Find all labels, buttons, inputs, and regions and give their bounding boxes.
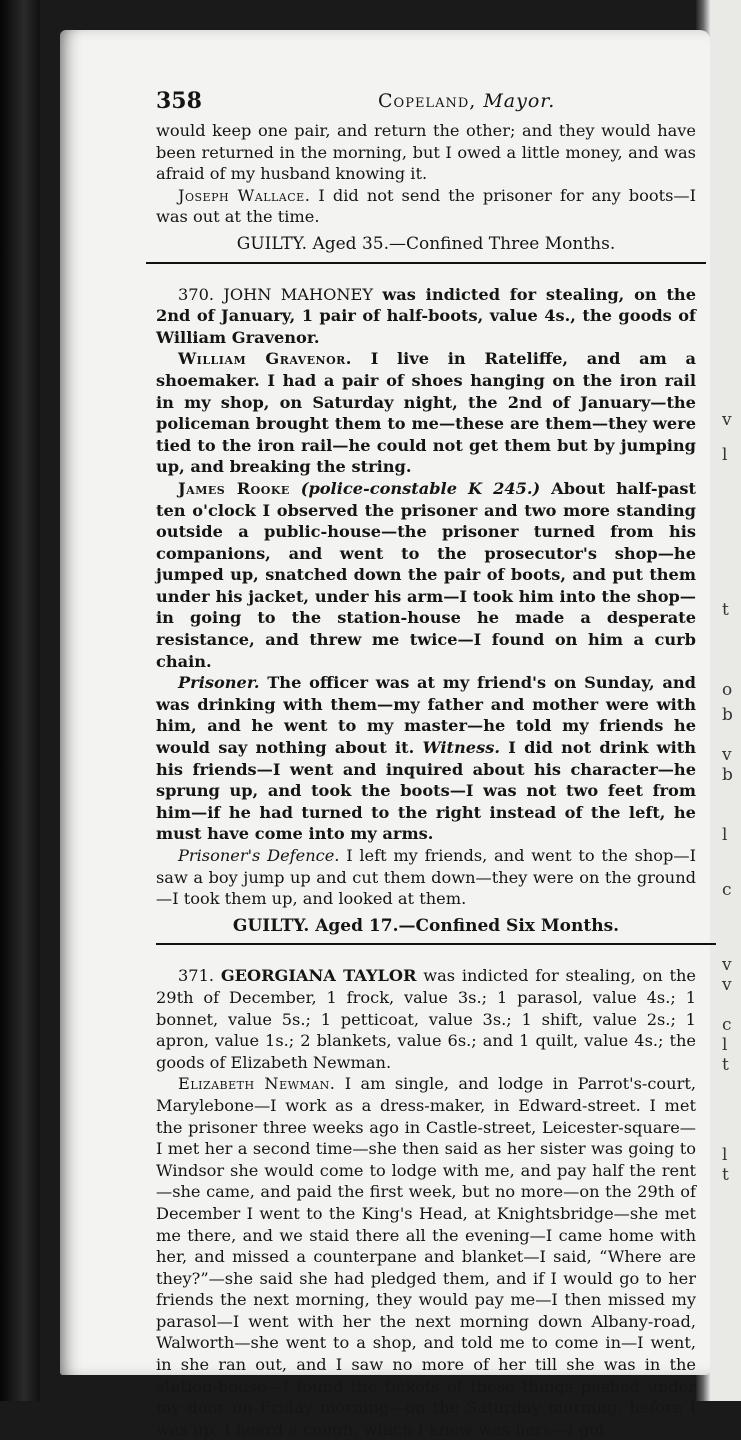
prisoner-label: Prisoner. xyxy=(178,673,260,693)
verdict-370: GUILTY. Aged 17.—Confined Six Months. xyxy=(232,915,620,936)
page-number: 358 xyxy=(156,88,202,114)
facing-page-char: l xyxy=(722,1145,728,1165)
testimony-text: About half-past ten o'clock I observed the prisoner and two more standing outside a public-house—the prisoner turned from his companions, and went to the prosecutor's shop—he jumped up, snatched down the pair of boots, and put them under his jacket, under his arm—I took him into the shop—in going to the station-house he made a desperate resistance, and threw me twice—I found on him a curb chain. xyxy=(156,478,697,671)
witness-name: William Gravenor. xyxy=(178,349,352,369)
facing-page-char: c xyxy=(722,880,732,900)
facing-page-char: v xyxy=(722,955,732,975)
case-371-indictment xyxy=(156,965,696,1073)
facing-page-char: b xyxy=(722,765,733,785)
defendant-name: GEORGIANA TAYLOR xyxy=(220,966,417,986)
testimony-gravenor xyxy=(156,348,696,478)
facing-page-char: o xyxy=(722,680,733,700)
indictment-text: was indicted for stealing, on the 29th of December, 1 frock, value 3s.; 1 parasol, value 4s.; 1 bonnet, value 5s.; 1 petticoat, value 3s.; 1 shift, value 2s.; 1 apron, value 1s.; 2 blankets, value 6s.; and 1 quilt, value 4s.; the goods of Elizabeth Newman. xyxy=(156,966,696,1072)
defence-text: I left my friends, and went to the shop—I saw a boy jump up and cut them down—they were on the ground—I took them up, and looked at them. xyxy=(156,846,696,909)
case-divider xyxy=(146,262,706,264)
page-content xyxy=(86,88,698,1440)
case-number: 370. xyxy=(178,284,215,304)
witness-name: Joseph Wallace. xyxy=(178,185,311,205)
witness-name: James Rooke xyxy=(178,478,290,498)
facing-page-char: t xyxy=(722,1165,729,1185)
testimony-rooke xyxy=(156,478,696,672)
facing-page-char: l xyxy=(722,825,728,845)
testimony-text: I did not send the prisoner for any boots—I was out at the time. xyxy=(156,185,696,227)
case-number: 371. xyxy=(178,966,215,986)
running-head-title: Mayor. xyxy=(483,90,556,112)
defendant-name: JOHN MAHONEY xyxy=(223,284,374,304)
witness-role: (police-constable K 245.) xyxy=(300,478,541,498)
witness-name: Elizabeth Newman. xyxy=(178,1074,336,1094)
continuation-paragraph: would keep one pair, and return the other; and they would have been returned in the morning, but I owed a little money, and was afraid of my husband knowing it. xyxy=(156,121,696,184)
facing-page-char: c xyxy=(722,1015,732,1035)
book-spine xyxy=(0,0,40,1401)
running-head xyxy=(378,90,555,112)
testimony-newman xyxy=(156,1073,696,1440)
witness-label: Witness. xyxy=(422,738,500,758)
prisoner-question xyxy=(156,672,696,845)
witness-text: I did not drink with his friends—I went and inquired about his character—he sprung up, and took the boots—I was not two feet from him—if he had turned to the right instead of the left, he must have come into my arms. xyxy=(156,738,697,844)
testimony-wallace xyxy=(156,185,696,228)
facing-page-char: v xyxy=(722,745,732,765)
case-370-indictment xyxy=(156,284,696,349)
prisoner-defence xyxy=(156,845,696,910)
facing-page-char: t xyxy=(722,600,729,620)
facing-page-char: v xyxy=(722,410,732,430)
facing-page-char: l xyxy=(722,1035,728,1055)
prisoner-text: The officer was at my friend's on Sunday, and was drinking with them—my father and mother were with him, and he went to my master—he told my friends he would say nothing about it. xyxy=(156,673,697,758)
text-column xyxy=(156,120,696,1440)
defence-label: Prisoner's Defence. xyxy=(178,846,340,865)
page-header xyxy=(86,88,698,116)
running-head-name: Copeland, xyxy=(378,90,477,112)
facing-page-char: l xyxy=(722,445,728,465)
facing-page-char: b xyxy=(722,705,733,725)
indictment-text: was indicted for stealing, on the 2nd of January, 1 pair of half-boots, value 4s., the goods of William Gravenor. xyxy=(156,284,696,347)
verdict-previous: GUILTY. Aged 35.—Confined Three Months. xyxy=(236,233,616,254)
testimony-text: I live in Rateliffe, and am a shoemaker. I had a pair of shoes hanging on the iron rail in my shop, on Saturday night, the 2nd of January—the policeman brought them to me—these are them—they were tied to the iron rail—he could not get them but by jumping up, and breaking the string. xyxy=(156,349,696,477)
facing-page-char: v xyxy=(722,975,732,995)
testimony-text: I am single, and lodge in Parrot's-court, Marylebone—I work as a dress-maker, in Edward-street. I met the prisoner three weeks ago in Castle-street, Leicester-square—I met her a second time—she then said as her sister was going to Windsor she would come to lodge with me, and pay half the rent—she came, and paid the first week, but no more—on the 29th of December I went to the King's Head, at Knightsbridge—she met me there, and we staid there all the evening—I came home with her, and missed a counterpane and blanket—I said, “Where are they?”—she said she had pledged them, and if I would go to her friends the next morning, they would pay me—I then missed my parasol—I went with her the next morning down Albany-road, Walworth—she went to a shop, and told me to come in—I went, in she ran out, and I saw no more of her till she was in the station-house—I found the tickets of these things pushed under my door on Friday morning—on the Saturday morning, before I was up, I heard a cough, which I knew was hers—I got xyxy=(156,1074,696,1439)
case-divider xyxy=(156,943,716,945)
facing-page-char: t xyxy=(722,1055,729,1075)
